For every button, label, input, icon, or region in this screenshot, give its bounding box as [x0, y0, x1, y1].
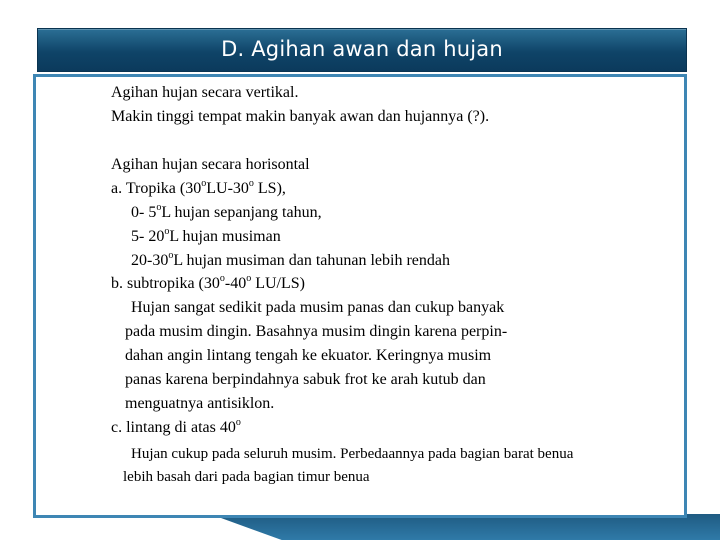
item-a3 [131, 252, 450, 270]
item-a2 [131, 228, 281, 246]
degree-mark: o [156, 202, 162, 213]
degree-mark: o [246, 273, 252, 284]
item-b-line: Hujan sangat sedikit pada musim panas dan cukup banyak [131, 299, 505, 316]
text-part: c. lintang di atas 40 [111, 419, 236, 436]
degree-mark: o [235, 417, 241, 428]
item-a-tropika [111, 180, 286, 198]
horizontal-heading: Agihan hujan secara horisontal [111, 156, 310, 173]
item-b-line: dahan angin lintang tengah ke ekuator. Keringnya musim [125, 347, 492, 364]
text-part: b. subtropika (30 [111, 275, 220, 292]
degree-mark: o [201, 178, 207, 189]
text-part: L hujan musiman dan tahunan lebih rendah [173, 252, 450, 269]
degree-mark: o [248, 178, 254, 189]
text-part: 20-30 [131, 252, 169, 269]
text-part: L hujan musiman [169, 228, 281, 245]
item-b-line: menguatnya antisiklon. [125, 395, 275, 412]
text-part: LS), [253, 180, 286, 197]
item-b-subtropika [111, 275, 305, 293]
item-b-line: pada musim dingin. Basahnya musim dingin karena perpin- [125, 323, 508, 340]
item-a1 [131, 204, 322, 222]
text-part: a. Tropika (30 [111, 180, 202, 197]
degree-mark: o [168, 250, 174, 261]
text-part: L hujan sepanjang tahun, [161, 204, 322, 221]
text-part: -40 [224, 275, 247, 292]
degree-mark: o [219, 273, 225, 284]
text-part: LU-30 [206, 180, 249, 197]
text-part: LU/LS) [251, 275, 305, 292]
text-part: 0- 5 [131, 204, 157, 221]
vertical-text: Makin tinggi tempat makin banyak awan dan hujannya (?). [111, 108, 490, 125]
vertical-heading: Agihan hujan secara vertikal. [111, 84, 299, 101]
item-c-lintang [111, 419, 241, 437]
item-b-line: panas karena berpindahnya sabuk frot ke arah kutub dan [125, 371, 486, 388]
item-c-line: Hujan cukup pada seluruh musim. Perbedaannya pada bagian barat benua [131, 446, 574, 462]
degree-mark: o [164, 226, 170, 237]
item-c-line: lebih basah dari pada bagian timur benua [123, 469, 370, 485]
text-part: 5- 20 [131, 228, 165, 245]
slide-title: D. Agihan awan dan hujan [221, 37, 503, 61]
title-bar [37, 28, 687, 72]
